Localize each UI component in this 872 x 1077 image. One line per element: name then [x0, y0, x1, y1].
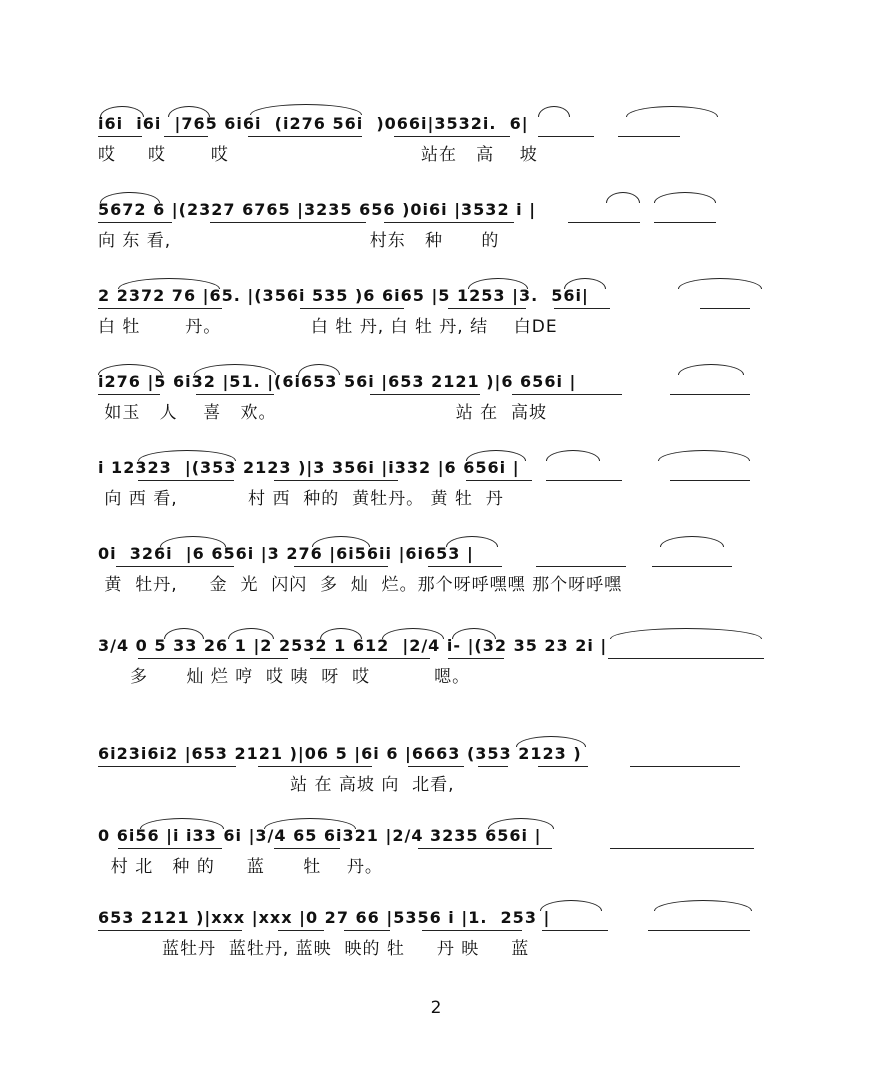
slur-mark — [320, 628, 362, 639]
beam-line — [428, 566, 502, 567]
beam-line — [300, 308, 404, 309]
beam-line — [654, 222, 716, 223]
slur-mark — [452, 628, 496, 639]
beam-line — [448, 658, 504, 659]
slur-mark — [98, 364, 162, 375]
slur-mark — [660, 536, 724, 547]
beam-line — [418, 848, 552, 849]
score-line — [98, 110, 778, 176]
notation-line: 0 6i56 |i i33 6i |3/4 65 6i321 |2/4 3235 656i | — [98, 826, 542, 845]
beam-line — [408, 766, 464, 767]
slur-mark — [118, 278, 220, 289]
beam-line — [478, 766, 508, 767]
slur-mark — [626, 106, 718, 117]
slur-mark — [168, 106, 210, 117]
slur-mark — [298, 364, 340, 375]
beam-line — [394, 136, 510, 137]
beam-line — [98, 308, 222, 309]
beam-line — [538, 766, 588, 767]
notation-line: 6i23i6i2 |653 2121 )|06 5 |6i 6 |6663 (353 2123 ) — [98, 744, 582, 763]
beam-line — [546, 480, 622, 481]
slur-mark — [140, 818, 224, 829]
slur-mark — [540, 900, 602, 911]
slur-mark — [312, 536, 370, 547]
slur-mark — [516, 736, 586, 747]
beam-line — [196, 394, 274, 395]
beam-line — [466, 480, 532, 481]
beam-line — [98, 136, 142, 137]
beam-line — [210, 222, 366, 223]
slur-mark — [264, 818, 356, 829]
beam-line — [116, 566, 234, 567]
score-line — [98, 632, 778, 698]
lyric-line: 蓝牡丹 蓝牡丹, 蓝映 映的 牡 丹 映 蓝 — [98, 939, 530, 959]
slur-mark — [138, 450, 236, 461]
lyric-line: 多 灿 烂 哼 哎 咦 呀 哎 嗯。 — [98, 667, 471, 687]
score-line — [98, 282, 778, 348]
lyric-line: 向 西 看, 村 西 种的 黄牡丹。 黄 牡 丹 — [98, 489, 504, 509]
slur-mark — [382, 628, 444, 639]
lyric-line: 白 牡 丹。 白 牡 丹, 白 牡 丹, 结 白DE — [98, 317, 558, 337]
beam-line — [384, 222, 514, 223]
notation-line: 0i 326i |6 656i |3 276 |6i56ii |6i653 | — [98, 544, 474, 563]
beam-line — [648, 930, 750, 931]
lyric-line: 村 北 种 的 蓝 牡 丹。 — [98, 857, 383, 877]
notation-line: 5672 6 |(2327 6765 |3235 656 )0i6i |3532 i | — [98, 200, 537, 219]
beam-line — [608, 658, 764, 659]
beam-line — [258, 766, 372, 767]
score-line — [98, 540, 778, 606]
beam-line — [630, 766, 740, 767]
beam-line — [536, 566, 626, 567]
slur-mark — [564, 278, 606, 289]
slur-mark — [488, 818, 554, 829]
beam-line — [554, 308, 610, 309]
lyric-line: 哎 哎 哎 站在 高 坡 — [98, 145, 538, 165]
slur-mark — [446, 536, 498, 547]
score-line — [98, 740, 778, 806]
slur-mark — [606, 192, 640, 203]
beam-line — [618, 136, 680, 137]
notation-line: 2 2372 76 |65. |(356i 535 )6 6i65 |5 1253 |3. 56i| — [98, 286, 589, 305]
slur-mark — [250, 104, 362, 115]
beam-line — [344, 930, 390, 931]
slur-mark — [164, 628, 204, 639]
score-line — [98, 454, 778, 520]
beam-line — [118, 848, 222, 849]
slur-mark — [678, 278, 762, 289]
beam-line — [448, 308, 526, 309]
slur-mark — [466, 450, 526, 461]
slur-mark — [160, 536, 226, 547]
slur-mark — [100, 192, 160, 203]
notation-line: i6i i6i |765 6i6i (i276 56i )066i|3532i. 6| — [98, 114, 529, 133]
slur-mark — [538, 106, 570, 117]
beam-line — [98, 766, 236, 767]
slur-mark — [546, 450, 600, 461]
beam-line — [294, 566, 388, 567]
beam-line — [370, 394, 480, 395]
lyric-line: 站 在 高坡 向 北看, — [98, 775, 455, 795]
beam-line — [98, 930, 242, 931]
beam-line — [512, 394, 622, 395]
beam-line — [274, 480, 398, 481]
lyric-line: 黄 牡丹, 金 光 闪闪 多 灿 烂。那个呀呼嘿嘿 那个呀呼嘿 — [98, 575, 623, 595]
slur-mark — [658, 450, 750, 461]
beam-line — [700, 308, 750, 309]
beam-line — [422, 930, 522, 931]
beam-line — [670, 394, 750, 395]
notation-line: 653 2121 )|xxx |xxx |0 27 66 |5356 i |1. 253 | — [98, 908, 551, 927]
slur-mark — [610, 628, 762, 639]
slur-mark — [194, 364, 276, 375]
beam-line — [610, 848, 754, 849]
notation-line: i 12323 |(353 2123 )|3 356i |i332 |6 656i | — [98, 458, 520, 477]
beam-line — [542, 930, 608, 931]
notation-line: 3/4 0 5 33 26 1 |2 2532 1 612 |2/4 i- |(32 35 23 2i | — [98, 636, 608, 655]
beam-line — [138, 658, 288, 659]
score-line — [98, 196, 778, 262]
score-line — [98, 822, 778, 888]
score-line — [98, 368, 778, 434]
slur-mark — [100, 106, 144, 117]
beam-line — [670, 480, 750, 481]
slur-mark — [654, 192, 716, 203]
slur-mark — [468, 278, 528, 289]
notation-line: i276 |5 6i32 |51. |(6i653 56i |653 2121 )|6 656i | — [98, 372, 577, 391]
slur-mark — [678, 364, 744, 375]
beam-line — [568, 222, 640, 223]
score-line — [98, 904, 778, 970]
lyric-line: 如玉 人 喜 欢。 站 在 高坡 — [98, 403, 547, 423]
beam-line — [310, 658, 430, 659]
beam-line — [278, 930, 324, 931]
lyric-line: 向 东 看, 村东 种 的 — [98, 231, 500, 251]
beam-line — [652, 566, 732, 567]
beam-line — [164, 136, 208, 137]
slur-mark — [228, 628, 274, 639]
slur-mark — [654, 900, 752, 911]
beam-line — [98, 222, 172, 223]
page-number: 2 — [430, 998, 442, 1018]
beam-line — [98, 394, 160, 395]
beam-line — [538, 136, 594, 137]
beam-line — [274, 848, 340, 849]
beam-line — [248, 136, 362, 137]
beam-line — [138, 480, 234, 481]
